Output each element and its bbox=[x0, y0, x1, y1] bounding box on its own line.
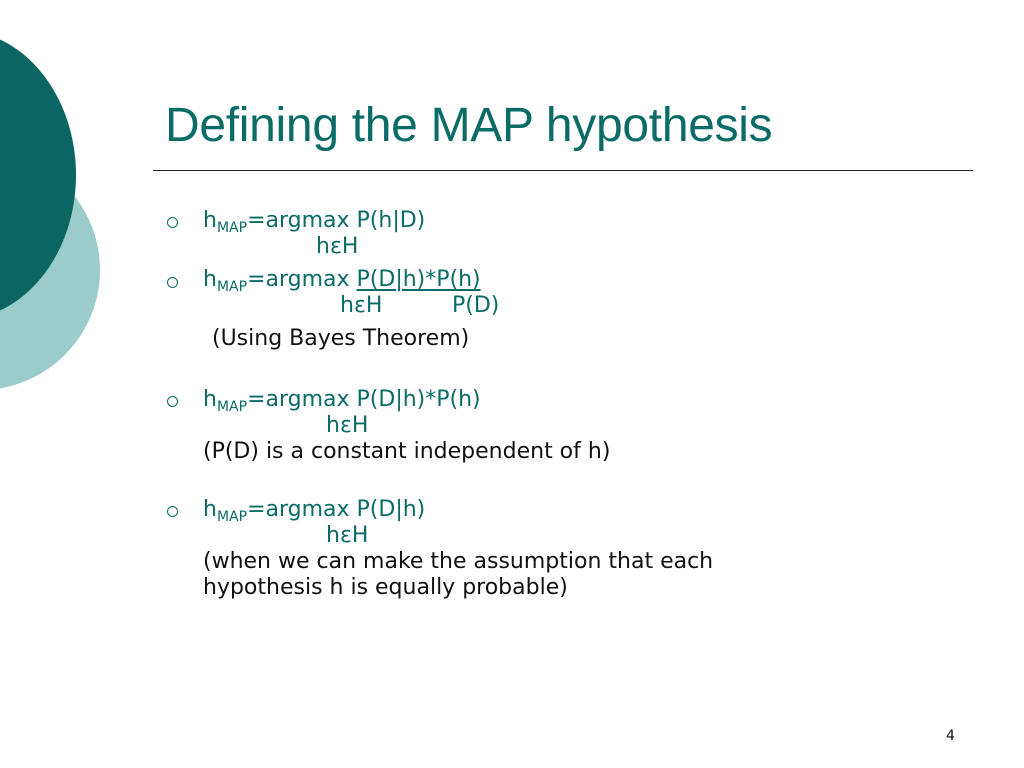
circle-bullet-icon bbox=[167, 217, 178, 228]
map-formula: $h_{MAP}=argmax$ P(D|h)*P(h) bbox=[203, 267, 481, 295]
probability-expression: P(D|h)*P(h) bbox=[356, 387, 481, 412]
argmax-domain: hεH bbox=[326, 413, 369, 438]
argmax-domain: hεH bbox=[326, 523, 369, 548]
circle-bullet-icon bbox=[167, 396, 178, 407]
argmax-domain: hεH bbox=[316, 234, 359, 259]
title-divider bbox=[153, 170, 973, 171]
bullet-note: (P(D) is a constant independent of h) bbox=[203, 439, 611, 464]
map-formula: $h_{MAP}=argmax$ P(D|h) bbox=[203, 497, 426, 525]
bullet-note-continued: hypothesis h is equally probable) bbox=[203, 575, 568, 600]
map-formula: $h_{MAP}=argmax$ P(h|D) bbox=[203, 208, 426, 236]
bullet-note: (Using Bayes Theorem) bbox=[212, 326, 470, 351]
argmax-domain: hεH bbox=[340, 293, 383, 318]
bullet-note: (when we can make the assumption that each bbox=[203, 549, 714, 574]
page-number: 4 bbox=[946, 728, 955, 744]
probability-expression: P(h|D) bbox=[356, 208, 426, 233]
circle-bullet-icon bbox=[167, 277, 178, 288]
fraction-numerator: P(D|h)*P(h) bbox=[356, 267, 481, 292]
circle-bullet-icon bbox=[167, 506, 178, 517]
map-formula: $h_{MAP}=argmax$ P(D|h)*P(h) bbox=[203, 387, 481, 415]
probability-expression: P(D|h) bbox=[356, 497, 426, 522]
slide-title: Defining the MAP hypothesis bbox=[165, 99, 773, 152]
fraction-denominator: P(D) bbox=[452, 293, 500, 318]
